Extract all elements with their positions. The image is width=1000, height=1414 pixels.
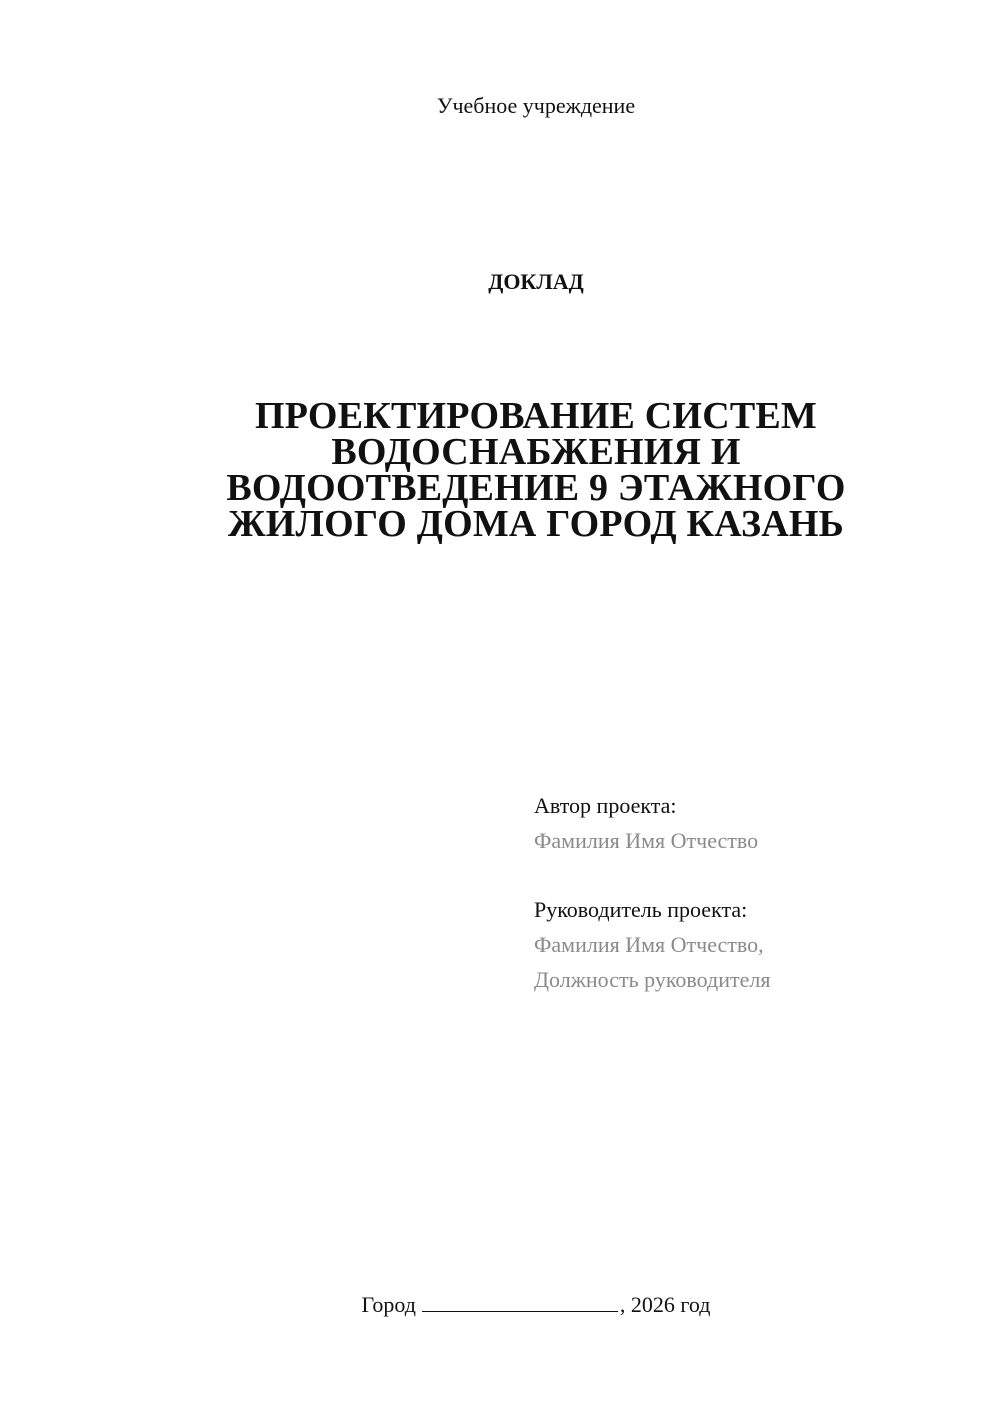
institution-name: Учебное учреждение [436,93,636,118]
title-line-2: ВОДОСНАБЖЕНИЯ И [331,431,741,473]
supervisor-name: Фамилия Имя Отчество, [534,932,764,957]
city-year-line [0,1291,1000,1319]
project-people-block [534,788,974,997]
document-type: ДОКЛАД [488,269,584,294]
author-name: Фамилия Имя Отчество [534,828,759,853]
title-line-3: ВОДООТВЕДЕНИЕ 9 ЭТАЖНОГО [226,467,846,509]
supervisor-label: Руководитель проекта: [534,897,748,922]
city-label: Город [361,1292,416,1317]
spacer [534,858,974,892]
document-title [160,395,912,545]
city-blank-field [422,1291,618,1312]
author-label: Автор проекта: [534,793,677,818]
title-line-1: ПРОЕКТИРОВАНИЕ СИСТЕМ [254,395,817,437]
supervisor-position: Должность руководителя [534,967,771,992]
title-line-4: ЖИЛОГО ДОМА ГОРОД КАЗАНЬ [228,503,844,545]
year-text: , 2026 год [619,1292,711,1317]
